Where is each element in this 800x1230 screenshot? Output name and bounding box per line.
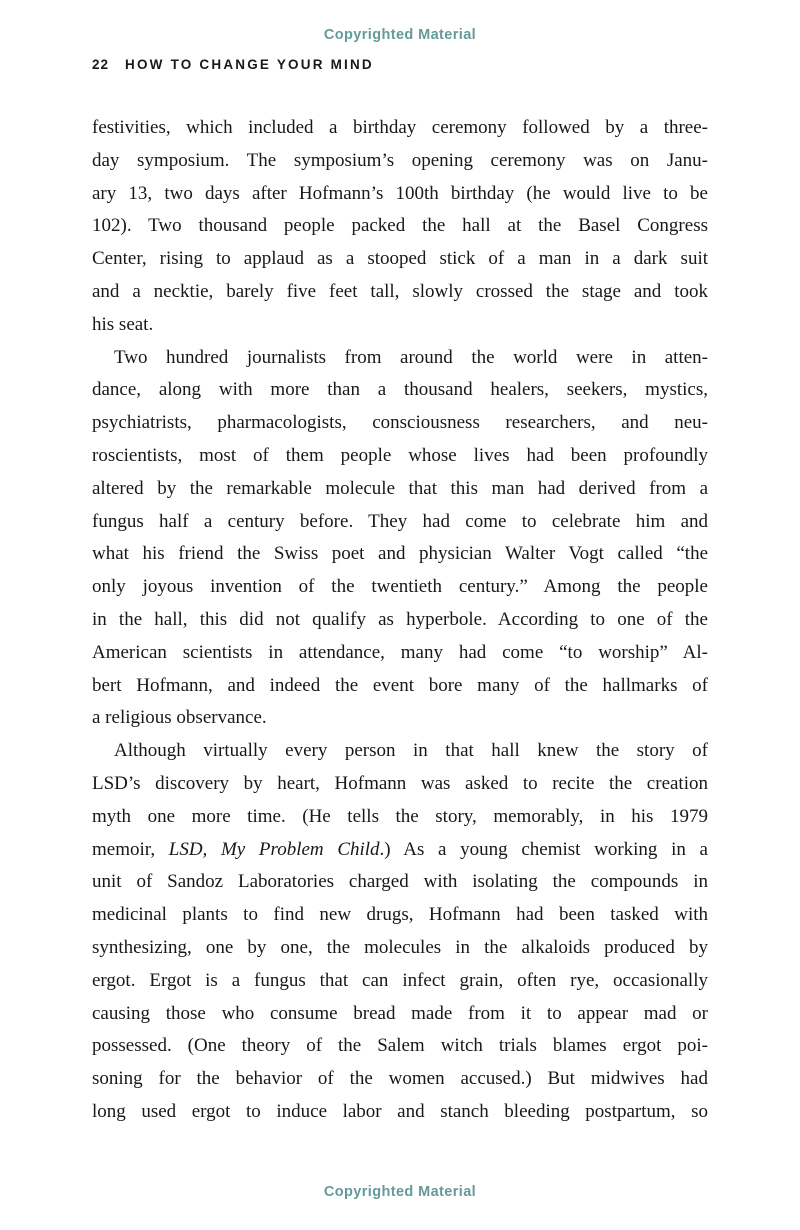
text-line: what his friend the Swiss poet and physician Walter Vogt called “the: [92, 543, 708, 565]
text-line: ergot. Ergot is a fungus that can infect grain, often rye, occasionally: [92, 969, 708, 991]
text-line: unit of Sandoz Laboratories charged with isolating the compounds in: [92, 871, 708, 893]
text-line: festivities, which included a birthday ceremony followed by a three-: [92, 117, 708, 138]
text-line: 102). Two thousand people packed the hall at the Basel Congress: [92, 215, 708, 237]
copyright-notice-bottom: Copyrighted Material: [323, 1184, 477, 1200]
text-line: dance, along with more than a thousand healers, seekers, mystics,: [92, 379, 708, 401]
text-line: myth one more time. (He tells the story, memorably, in his 1979: [92, 805, 708, 827]
paragraph: [92, 112, 708, 342]
text-line: possessed. (One theory of the Salem witch trials blames ergot poi-: [92, 1035, 708, 1057]
page-header: [92, 57, 374, 72]
text-line: medicinal plants to find new drugs, Hofmann had been tasked with: [92, 904, 708, 926]
text-line: long used ergot to induce labor and stanch bleeding postpartum, so: [92, 1100, 708, 1122]
running-title: HOW TO CHANGE YOUR MIND: [125, 57, 374, 72]
text-line: Two hundred journalists from around the world were in atten-: [114, 346, 708, 368]
body-text: [92, 112, 708, 1129]
text-line: American scientists in attendance, many had come “to worship” Al-: [92, 641, 708, 663]
text-line: in the hall, this did not qualify as hyperbole. According to one of the: [92, 608, 708, 630]
text-line: and a necktie, barely five feet tall, slowly crossed the stage and took: [92, 280, 708, 302]
text-line: only joyous invention of the twentieth century.” Among the people: [92, 576, 708, 598]
paragraph: [92, 342, 708, 736]
text-line: psychiatrists, pharmacologists, consciousness researchers, and neu-: [92, 412, 708, 434]
text-line: a religious observance.: [92, 707, 267, 729]
text-line: synthesizing, one by one, the molecules in the alkaloids produced by: [92, 936, 708, 958]
text-line: bert Hofmann, and indeed the event bore many of the hallmarks of: [92, 674, 708, 696]
text-line: ary 13, two days after Hofmann’s 100th birthday (he would live to be: [92, 182, 708, 204]
text-line: altered by the remarkable molecule that this man had derived from a: [92, 477, 708, 499]
text-line: his seat.: [92, 313, 154, 335]
text-line: day symposium. The symposium’s opening ceremony was on Janu-: [92, 149, 708, 171]
page-number: 22: [92, 57, 110, 72]
text-line: causing those who consume bread made from it to appear mad or: [92, 1002, 708, 1024]
text-line: Although virtually every person in that hall knew the story of: [114, 740, 708, 762]
text-line: memoir, LSD, My Problem Child.) As a young chemist working in a: [92, 838, 708, 860]
text-line: LSD’s discovery by heart, Hofmann was asked to recite the creation: [92, 772, 708, 794]
text-line: soning for the behavior of the women accused.) But midwives had: [92, 1068, 708, 1090]
copyright-notice-top: Copyrighted Material: [323, 27, 477, 43]
paragraph: [92, 735, 708, 1129]
text-line: roscientists, most of them people whose lives had been profoundly: [92, 444, 708, 466]
text-line: fungus half a century before. They had come to celebrate him and: [92, 510, 708, 532]
text-line: Center, rising to applaud as a stooped stick of a man in a dark suit: [92, 248, 708, 270]
